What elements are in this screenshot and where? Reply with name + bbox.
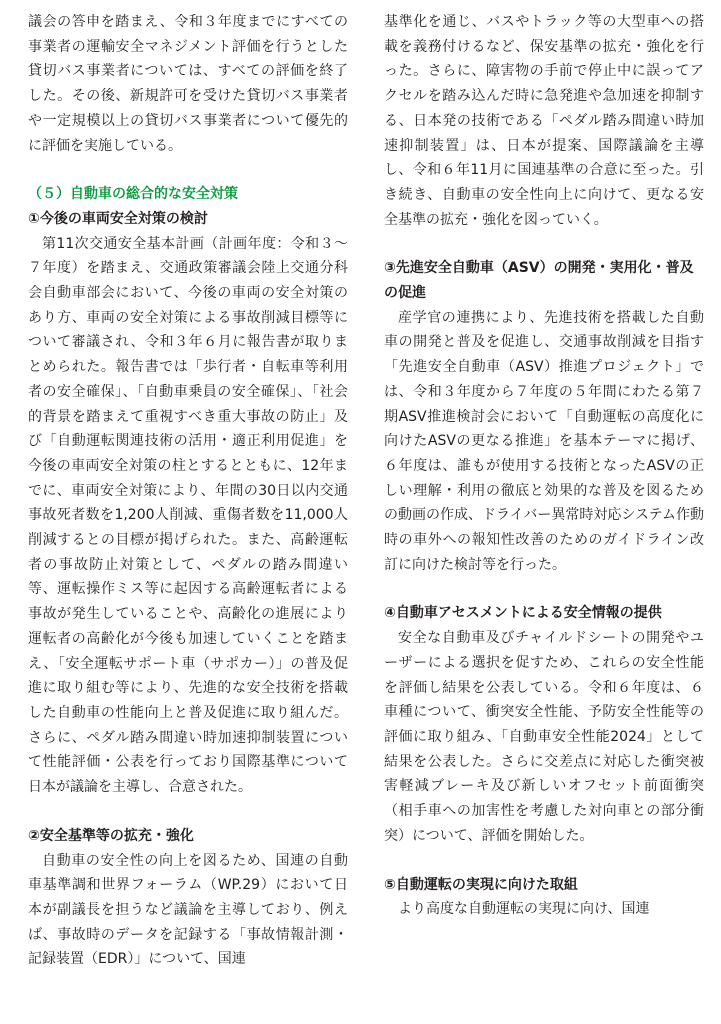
subsection-2-body: 自動車の安全性の向上を図るため、国連の自動車基準調和世界フォーラム（WP.29）において日本が副議長を担うなど議論を主導しており、例えば、事故時のデータを記録する「事故情報計測・記録装置（EDR）」について、国連 <box>28 852 348 968</box>
subsection-3-body: 産学官の連携により、先進技術を搭載した自動車の開発と普及を促進し、交通事故削減を目指す「先進安全自動車（ASV）推進プロジェクト」では、令和３年度から７年度の５年間にわたる第７期ASV推進検討会において「自動運転の高度化に向けたASVの更なる推進」を基本テーマに掲げ、６年度は、誰もが使用する技術となったASVの正しい理解・利用の徹底と効果的な普及を図るための動画の作成、ドライバー異常時対応システム作動時の車外への報知性改善のためのガイドライン改訂に向けた検討等を行った。 <box>384 309 704 573</box>
intro-paragraph: 議会の答申を踏まえ、令和３年度までにすべての事業者の運輸安全マネジメント評価を行うとした貸切バス事業者については、すべての評価を終了した。その後、新規許可を受けた貸切バス事業者や一定規模以上の貸切バス事業者について優先的に評価を実施している。 <box>28 14 348 154</box>
subsection-1-body: 第11次交通安全基本計画（計画年度：令和３～７年度）を踏まえ、交通政策審議会陸上交通分科会自動車部会において、今後の車両の安全対策のあり方、車両の安全対策による事故削減目標等について審議され、令和３年６月に報告書が取りまとめられた。報告書では「歩行者・自転車等利用者の安全確保」、「自動車乗員の安全確保」、「社会的背景を踏まえて重視すべき重大事故の防止」及び「自動運転関連技術の活用・適正利用促進」を今後の車両安全対策の柱とするとともに、12年までに、車両安全対策により、年間の30日以内交通事故死者数を1,200人削減、重傷者数を11,000人削減するとの目標が掲げられた。また、高齢運転者の事故防止対策として、ペダルの踏み間違い等、運転操作ミス等に起因する高齢運転者による事故が発生していることや、高齢化の進展により運転者の高齢化が今後も加速していくことを踏まえ、「安全運転サポート車（サポカー）」の普及促進に取り組む等により、先進的な安全技術を搭載した自動車の性能向上と普及促進に取り組んだ。さらに、ペダル踏み間違い時加速抑制装置について性能評価・公表を行っており国際基準について日本が議論を主導し、合意された。 <box>28 235 348 796</box>
subsection-3-heading: ③先進安全自動車（ASV）の開発・実用化・普及の促進 <box>384 260 694 302</box>
right-column <box>384 10 704 922</box>
subsection-4-body: 安全な自動車及びチャイルドシートの開発やユーザーによる選択を促すため、これらの安全性能を評価し結果を公表している。令和６年度は、６車種について、衝突安全性能、予防安全性能等の評価に取り組み、「自動車安全性能2024」として結果を公表した。さらに交差点に対応した衝突被害軽減ブレーキ及び新しいオフセット前面衝突（相手車への加害性を考慮した対向車との部分衝突）について、評価を開始した。 <box>384 630 704 844</box>
subsection-5-body: より高度な自動運転の実現に向け、国連 <box>398 901 650 918</box>
section-5-heading: （５）自動車の総合的な安全対策 <box>28 186 238 203</box>
subsection-4-heading: ④自動車アセスメントによる安全情報の提供 <box>384 605 662 622</box>
left-column <box>28 10 348 972</box>
subsection-1-heading: ①今後の車両安全対策の検討 <box>28 210 208 227</box>
subsection-5-heading: ⑤自動運転の実現に向けた取組 <box>384 876 578 893</box>
subsection-2-heading: ②安全基準等の拡充・強化 <box>28 827 194 844</box>
subsection-2-body-continued: 基準化を通じ、バスやトラック等の大型車への搭載を義務付けるなど、保安基準の拡充・強化を行った。さらに、障害物の手前で停止中に誤ってアクセルを踏み込んだ時に急発進や急加速を抑制する、日本発の技術である「ペダル踏み間違い時加速抑制装置」は、日本が提案、国際議論を主導し、令和６年11月に国連基準の合意に至った。引き続き、自動車の安全性向上に向けて、更なる安全基準の拡充・強化を図っていく。 <box>384 14 704 228</box>
